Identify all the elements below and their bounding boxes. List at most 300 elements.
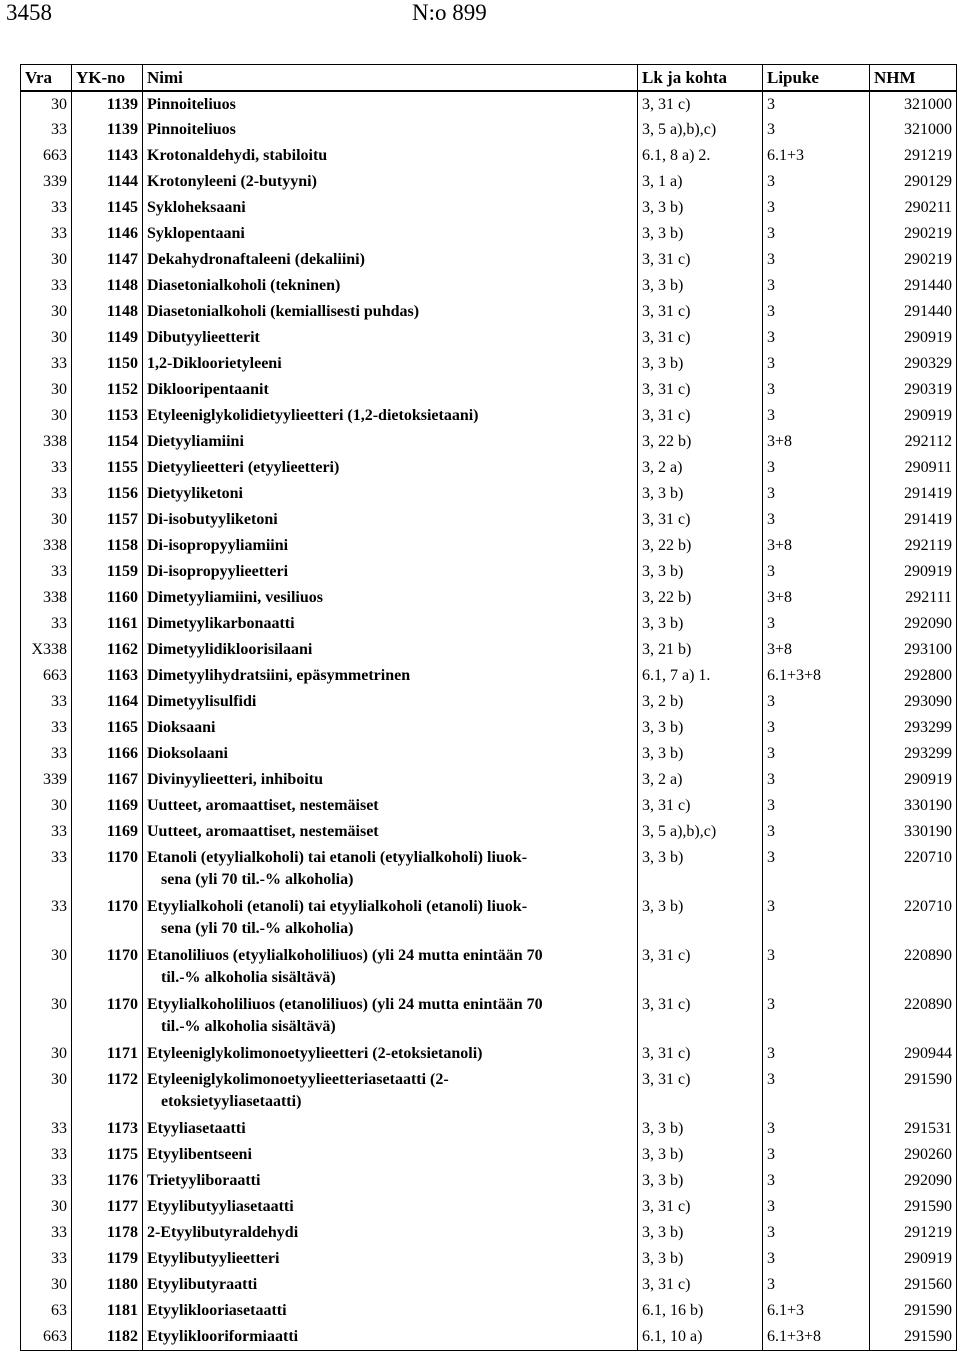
cell-vra: 338 xyxy=(21,585,72,611)
cell-vra: 663 xyxy=(21,1324,72,1350)
cell-yk-no: 1143 xyxy=(72,143,143,169)
cell-nimi: Etyleeniglykolimonoetyylieetteri (2-etoksietanoli) xyxy=(143,1041,638,1067)
cell-yk-no: 1145 xyxy=(72,195,143,221)
cell-lipuke: 6.1+3 xyxy=(763,143,870,169)
cell-nimi: Etyylibentseeni xyxy=(143,1142,638,1168)
cell-yk-no: 1176 xyxy=(72,1168,143,1194)
name-line: Etanoli (etyylialkoholi) tai etanoli (etyylialkoholi) liuok- xyxy=(147,849,528,866)
cell-yk-no: 1169 xyxy=(72,793,143,819)
table-row xyxy=(21,793,957,819)
cell-vra: 33 xyxy=(21,611,72,637)
cell-nhm: 291560 xyxy=(870,1272,957,1298)
cell-lk-ja-kohta: 3, 3 b) xyxy=(638,559,763,585)
cell-lk-ja-kohta: 3, 21 b) xyxy=(638,637,763,663)
cell-nimi: Diasetonialkoholi (kemiallisesti puhdas) xyxy=(143,299,638,325)
column-header-nimi: Nimi xyxy=(143,65,638,92)
cell-lipuke: 3 xyxy=(763,507,870,533)
cell-nimi: Dibutyylieetterit xyxy=(143,325,638,351)
cell-nimi xyxy=(143,992,638,1041)
cell-nimi: Uutteet, aromaattiset, nestemäiset xyxy=(143,793,638,819)
cell-vra: 33 xyxy=(21,1220,72,1246)
cell-nimi: Dimetyylisulfidi xyxy=(143,689,638,715)
cell-lipuke: 3 xyxy=(763,992,870,1041)
cell-lk-ja-kohta: 3, 1 a) xyxy=(638,169,763,195)
cell-vra: 33 xyxy=(21,689,72,715)
name-line: Etyleeniglykolimonoetyylieetteriasetaatti (2- xyxy=(147,1071,449,1088)
cell-lipuke: 3 xyxy=(763,1194,870,1220)
cell-nimi: Diklooripentaanit xyxy=(143,377,638,403)
cell-vra: 30 xyxy=(21,299,72,325)
cell-lipuke: 3 xyxy=(763,894,870,943)
table-row xyxy=(21,585,957,611)
cell-lk-ja-kohta: 3, 22 b) xyxy=(638,585,763,611)
cell-lk-ja-kohta: 3, 31 c) xyxy=(638,1194,763,1220)
cell-nhm: 220710 xyxy=(870,894,957,943)
cell-lipuke: 3 xyxy=(763,377,870,403)
cell-lk-ja-kohta: 3, 2 b) xyxy=(638,689,763,715)
cell-yk-no: 1148 xyxy=(72,299,143,325)
cell-lipuke: 3 xyxy=(763,1220,870,1246)
cell-lk-ja-kohta: 3, 3 b) xyxy=(638,611,763,637)
cell-yk-no: 1165 xyxy=(72,715,143,741)
cell-yk-no: 1156 xyxy=(72,481,143,507)
cell-lk-ja-kohta: 3, 31 c) xyxy=(638,507,763,533)
name-line: Etyylialkoholiliuos (etanoliliuos) (yli 24 mutta enintään 70 xyxy=(147,996,543,1013)
cell-lipuke: 3 xyxy=(763,819,870,845)
table-row xyxy=(21,1246,957,1272)
cell-nimi: Dioksolaani xyxy=(143,741,638,767)
cell-nhm: 290129 xyxy=(870,169,957,195)
table-row xyxy=(21,741,957,767)
cell-yk-no: 1171 xyxy=(72,1041,143,1067)
cell-nimi: Dimetyylikarbonaatti xyxy=(143,611,638,637)
table-body xyxy=(21,91,957,1350)
cell-vra: 30 xyxy=(21,377,72,403)
cell-lk-ja-kohta: 3, 3 b) xyxy=(638,741,763,767)
cell-lipuke: 3 xyxy=(763,325,870,351)
table-row xyxy=(21,273,957,299)
cell-nhm: 220890 xyxy=(870,943,957,992)
cell-nhm: 290219 xyxy=(870,247,957,273)
cell-yk-no: 1177 xyxy=(72,1194,143,1220)
cell-yk-no: 1160 xyxy=(72,585,143,611)
cell-yk-no: 1162 xyxy=(72,637,143,663)
cell-lk-ja-kohta: 3, 31 c) xyxy=(638,1041,763,1067)
table-row xyxy=(21,689,957,715)
cell-lipuke: 3+8 xyxy=(763,585,870,611)
cell-yk-no: 1166 xyxy=(72,741,143,767)
cell-nimi: Dietyylieetteri (etyylieetteri) xyxy=(143,455,638,481)
cell-nimi: Pinnoiteliuos xyxy=(143,117,638,143)
cell-vra: 663 xyxy=(21,663,72,689)
cell-nhm: 291440 xyxy=(870,299,957,325)
cell-lk-ja-kohta: 3, 3 b) xyxy=(638,1168,763,1194)
cell-lk-ja-kohta: 3, 2 a) xyxy=(638,767,763,793)
cell-nimi: Di-isobutyyliketoni xyxy=(143,507,638,533)
cell-vra: 30 xyxy=(21,992,72,1041)
cell-lk-ja-kohta: 3, 31 c) xyxy=(638,247,763,273)
cell-vra: 63 xyxy=(21,1298,72,1324)
cell-vra: 33 xyxy=(21,1246,72,1272)
table-row xyxy=(21,1272,957,1298)
cell-lk-ja-kohta: 3, 31 c) xyxy=(638,299,763,325)
issue-number: N:o 899 xyxy=(412,0,487,25)
cell-lk-ja-kohta: 3, 3 b) xyxy=(638,1116,763,1142)
cell-nimi: Dietyyliketoni xyxy=(143,481,638,507)
cell-nhm: 292090 xyxy=(870,1168,957,1194)
cell-nhm: 293299 xyxy=(870,715,957,741)
cell-nhm: 292111 xyxy=(870,585,957,611)
cell-lk-ja-kohta: 6.1, 8 a) 2. xyxy=(638,143,763,169)
table-row xyxy=(21,1168,957,1194)
table-row xyxy=(21,894,957,943)
table-row xyxy=(21,715,957,741)
cell-yk-no: 1154 xyxy=(72,429,143,455)
cell-lipuke: 3+8 xyxy=(763,533,870,559)
cell-vra: 33 xyxy=(21,273,72,299)
cell-lipuke: 3 xyxy=(763,741,870,767)
table-row xyxy=(21,325,957,351)
cell-nhm: 290919 xyxy=(870,767,957,793)
table-row xyxy=(21,559,957,585)
cell-lipuke: 3 xyxy=(763,611,870,637)
cell-nhm: 291531 xyxy=(870,1116,957,1142)
cell-lipuke: 3 xyxy=(763,559,870,585)
cell-vra: 30 xyxy=(21,1067,72,1116)
table-row xyxy=(21,247,957,273)
cell-nhm: 330190 xyxy=(870,793,957,819)
cell-lk-ja-kohta: 3, 2 a) xyxy=(638,455,763,481)
cell-nhm: 292800 xyxy=(870,663,957,689)
cell-nhm: 290919 xyxy=(870,559,957,585)
cell-nhm: 321000 xyxy=(870,117,957,143)
cell-nimi xyxy=(143,894,638,943)
cell-lipuke: 3 xyxy=(763,455,870,481)
name-line: Etanoliliuos (etyylialkoholiliuos) (yli 24 mutta enintään 70 xyxy=(147,947,543,964)
table-row xyxy=(21,195,957,221)
cell-nhm: 293299 xyxy=(870,741,957,767)
table-row xyxy=(21,91,957,117)
cell-nhm: 293090 xyxy=(870,689,957,715)
page-header xyxy=(0,0,960,40)
cell-yk-no: 1157 xyxy=(72,507,143,533)
cell-lk-ja-kohta: 3, 3 b) xyxy=(638,195,763,221)
cell-vra: 33 xyxy=(21,117,72,143)
table-row xyxy=(21,1041,957,1067)
cell-vra: 33 xyxy=(21,481,72,507)
cell-nimi: Divinyylieetteri, inhiboitu xyxy=(143,767,638,793)
cell-nhm: 291419 xyxy=(870,507,957,533)
cell-yk-no: 1158 xyxy=(72,533,143,559)
cell-nimi: Dimetyylihydratsiini, epäsymmetrinen xyxy=(143,663,638,689)
cell-nimi: Etyylibutyyliasetaatti xyxy=(143,1194,638,1220)
cell-lipuke: 3 xyxy=(763,715,870,741)
cell-vra: 30 xyxy=(21,247,72,273)
table-row xyxy=(21,845,957,894)
cell-yk-no: 1155 xyxy=(72,455,143,481)
cell-nhm: 290944 xyxy=(870,1041,957,1067)
cell-vra: 30 xyxy=(21,403,72,429)
cell-vra: 33 xyxy=(21,559,72,585)
cell-lk-ja-kohta: 3, 31 c) xyxy=(638,943,763,992)
cell-lipuke: 3 xyxy=(763,91,870,117)
cell-yk-no: 1152 xyxy=(72,377,143,403)
cell-vra: 30 xyxy=(21,1041,72,1067)
cell-lk-ja-kohta: 3, 3 b) xyxy=(638,221,763,247)
table-row xyxy=(21,221,957,247)
cell-lk-ja-kohta: 3, 31 c) xyxy=(638,325,763,351)
cell-yk-no: 1172 xyxy=(72,1067,143,1116)
cell-nimi: Etyylibutyylieetteri xyxy=(143,1246,638,1272)
cell-lipuke: 3 xyxy=(763,195,870,221)
cell-vra: 33 xyxy=(21,1142,72,1168)
cell-vra: 33 xyxy=(21,221,72,247)
cell-lk-ja-kohta: 3, 5 a),b),c) xyxy=(638,819,763,845)
name-line: Etyylialkoholi (etanoli) tai etyylialkoholi (etanoli) liuok- xyxy=(147,898,528,915)
cell-nimi xyxy=(143,943,638,992)
cell-nhm: 290219 xyxy=(870,221,957,247)
cell-yk-no: 1139 xyxy=(72,91,143,117)
cell-nhm: 293100 xyxy=(870,637,957,663)
table-row xyxy=(21,481,957,507)
cell-nhm: 291419 xyxy=(870,481,957,507)
cell-nimi: Dietyyliamiini xyxy=(143,429,638,455)
cell-vra: X338 xyxy=(21,637,72,663)
cell-lipuke: 3 xyxy=(763,845,870,894)
cell-nhm: 220710 xyxy=(870,845,957,894)
name-continuation-line: sena (yli 70 til.-% alkoholia) xyxy=(161,920,354,937)
cell-nhm: 330190 xyxy=(870,819,957,845)
cell-yk-no: 1164 xyxy=(72,689,143,715)
cell-nhm: 290911 xyxy=(870,455,957,481)
table-row xyxy=(21,299,957,325)
cell-lk-ja-kohta: 3, 31 c) xyxy=(638,377,763,403)
cell-lipuke: 3 xyxy=(763,767,870,793)
cell-nhm: 290260 xyxy=(870,1142,957,1168)
name-continuation-line: sena (yli 70 til.-% alkoholia) xyxy=(161,871,354,888)
cell-nimi: 2-Etyylibutyraldehydi xyxy=(143,1220,638,1246)
cell-yk-no: 1147 xyxy=(72,247,143,273)
cell-yk-no: 1150 xyxy=(72,351,143,377)
cell-yk-no: 1173 xyxy=(72,1116,143,1142)
cell-lipuke: 3 xyxy=(763,1246,870,1272)
table-row xyxy=(21,143,957,169)
name-continuation-line: til.-% alkoholia sisältävä) xyxy=(161,969,336,986)
cell-nimi: Etyyliklooriasetaatti xyxy=(143,1298,638,1324)
table-row xyxy=(21,455,957,481)
cell-yk-no: 1144 xyxy=(72,169,143,195)
cell-lipuke: 3 xyxy=(763,247,870,273)
cell-vra: 339 xyxy=(21,169,72,195)
cell-lk-ja-kohta: 3, 31 c) xyxy=(638,91,763,117)
cell-nimi: Krotonaldehydi, stabiloitu xyxy=(143,143,638,169)
cell-yk-no: 1179 xyxy=(72,1246,143,1272)
cell-yk-no: 1175 xyxy=(72,1142,143,1168)
cell-lipuke: 3 xyxy=(763,1168,870,1194)
cell-lipuke: 6.1+3+8 xyxy=(763,663,870,689)
cell-yk-no: 1182 xyxy=(72,1324,143,1350)
cell-lk-ja-kohta: 3, 3 b) xyxy=(638,351,763,377)
cell-nimi: Dimetyyliamiini, vesiliuos xyxy=(143,585,638,611)
cell-lipuke: 3 xyxy=(763,793,870,819)
cell-nimi: Krotonyleeni (2-butyyni) xyxy=(143,169,638,195)
cell-lk-ja-kohta: 3, 5 a),b),c) xyxy=(638,117,763,143)
table-header-row xyxy=(21,65,957,92)
cell-vra: 33 xyxy=(21,1168,72,1194)
cell-lk-ja-kohta: 3, 31 c) xyxy=(638,992,763,1041)
cell-nimi: Sykloheksaani xyxy=(143,195,638,221)
table-row xyxy=(21,637,957,663)
cell-nhm: 220890 xyxy=(870,992,957,1041)
cell-lk-ja-kohta: 3, 3 b) xyxy=(638,273,763,299)
cell-lipuke: 3 xyxy=(763,1067,870,1116)
cell-yk-no: 1146 xyxy=(72,221,143,247)
cell-vra: 33 xyxy=(21,1116,72,1142)
column-header-yk-no: YK-no xyxy=(72,65,143,92)
cell-lipuke: 6.1+3+8 xyxy=(763,1324,870,1350)
cell-lk-ja-kohta: 3, 22 b) xyxy=(638,429,763,455)
cell-vra: 338 xyxy=(21,429,72,455)
cell-lk-ja-kohta: 6.1, 10 a) xyxy=(638,1324,763,1350)
column-header-lipuke: Lipuke xyxy=(763,65,870,92)
table-row xyxy=(21,943,957,992)
cell-nhm: 290919 xyxy=(870,1246,957,1272)
cell-lipuke: 3+8 xyxy=(763,429,870,455)
cell-vra: 30 xyxy=(21,793,72,819)
table-row xyxy=(21,1142,957,1168)
cell-nhm: 291590 xyxy=(870,1298,957,1324)
table-row xyxy=(21,611,957,637)
cell-lk-ja-kohta: 3, 31 c) xyxy=(638,403,763,429)
table-row xyxy=(21,767,957,793)
cell-nhm: 291590 xyxy=(870,1194,957,1220)
page-number: 3458 xyxy=(6,0,52,25)
cell-nhm: 290211 xyxy=(870,195,957,221)
cell-nimi: Pinnoiteliuos xyxy=(143,91,638,117)
cell-vra: 663 xyxy=(21,143,72,169)
cell-vra: 33 xyxy=(21,819,72,845)
name-continuation-line: til.-% alkoholia sisältävä) xyxy=(161,1018,336,1035)
cell-nimi: Etyyliklooriformiaatti xyxy=(143,1324,638,1350)
cell-nimi xyxy=(143,1067,638,1116)
cell-yk-no: 1180 xyxy=(72,1272,143,1298)
cell-lipuke: 3 xyxy=(763,481,870,507)
cell-vra: 33 xyxy=(21,455,72,481)
cell-lipuke: 3 xyxy=(763,169,870,195)
cell-lk-ja-kohta: 6.1, 16 b) xyxy=(638,1298,763,1324)
cell-vra: 33 xyxy=(21,195,72,221)
table-row xyxy=(21,992,957,1041)
cell-lipuke: 3+8 xyxy=(763,637,870,663)
cell-nhm: 292119 xyxy=(870,533,957,559)
cell-nhm: 291590 xyxy=(870,1067,957,1116)
cell-nhm: 292090 xyxy=(870,611,957,637)
cell-vra: 30 xyxy=(21,91,72,117)
cell-lipuke: 3 xyxy=(763,403,870,429)
cell-lk-ja-kohta: 3, 22 b) xyxy=(638,533,763,559)
name-continuation-line: etoksietyyliasetaatti) xyxy=(161,1093,302,1110)
cell-yk-no: 1178 xyxy=(72,1220,143,1246)
cell-vra: 30 xyxy=(21,325,72,351)
table-row xyxy=(21,663,957,689)
cell-yk-no: 1139 xyxy=(72,117,143,143)
cell-lipuke: 3 xyxy=(763,299,870,325)
cell-nhm: 290919 xyxy=(870,325,957,351)
cell-nimi: Diasetonialkoholi (tekninen) xyxy=(143,273,638,299)
cell-nhm: 321000 xyxy=(870,91,957,117)
cell-lipuke: 3 xyxy=(763,117,870,143)
column-header-nhm: NHM xyxy=(870,65,957,92)
table-row xyxy=(21,117,957,143)
cell-yk-no: 1163 xyxy=(72,663,143,689)
column-header-lk-ja-kohta: Lk ja kohta xyxy=(638,65,763,92)
cell-lk-ja-kohta: 3, 3 b) xyxy=(638,1246,763,1272)
table-row xyxy=(21,169,957,195)
cell-vra: 33 xyxy=(21,845,72,894)
cell-nimi: Dimetyylidikloorisilaani xyxy=(143,637,638,663)
table-row xyxy=(21,377,957,403)
cell-lk-ja-kohta: 3, 31 c) xyxy=(638,1272,763,1298)
table-row xyxy=(21,351,957,377)
cell-vra: 30 xyxy=(21,507,72,533)
cell-nimi: Dioksaani xyxy=(143,715,638,741)
cell-nimi xyxy=(143,845,638,894)
cell-yk-no: 1170 xyxy=(72,894,143,943)
cell-yk-no: 1181 xyxy=(72,1298,143,1324)
cell-yk-no: 1153 xyxy=(72,403,143,429)
cell-lipuke: 3 xyxy=(763,1116,870,1142)
cell-lk-ja-kohta: 3, 3 b) xyxy=(638,1220,763,1246)
cell-vra: 30 xyxy=(21,943,72,992)
table-row xyxy=(21,1324,957,1350)
cell-lipuke: 3 xyxy=(763,221,870,247)
table-row xyxy=(21,507,957,533)
cell-vra: 33 xyxy=(21,741,72,767)
cell-vra: 338 xyxy=(21,533,72,559)
cell-yk-no: 1170 xyxy=(72,845,143,894)
cell-nhm: 291219 xyxy=(870,1220,957,1246)
cell-lipuke: 3 xyxy=(763,273,870,299)
cell-nhm: 290319 xyxy=(870,377,957,403)
cell-nimi: Di-isopropyyliamiini xyxy=(143,533,638,559)
cell-lk-ja-kohta: 3, 31 c) xyxy=(638,793,763,819)
cell-nhm: 292112 xyxy=(870,429,957,455)
substance-register-table xyxy=(20,64,957,1351)
cell-lipuke: 6.1+3 xyxy=(763,1298,870,1324)
cell-yk-no: 1167 xyxy=(72,767,143,793)
cell-nimi: Dekahydronaftaleeni (dekaliini) xyxy=(143,247,638,273)
cell-lk-ja-kohta: 6.1, 7 a) 1. xyxy=(638,663,763,689)
cell-yk-no: 1170 xyxy=(72,992,143,1041)
cell-nimi: Uutteet, aromaattiset, nestemäiset xyxy=(143,819,638,845)
cell-lk-ja-kohta: 3, 3 b) xyxy=(638,894,763,943)
cell-vra: 33 xyxy=(21,894,72,943)
cell-vra: 33 xyxy=(21,351,72,377)
cell-lk-ja-kohta: 3, 3 b) xyxy=(638,845,763,894)
table-row xyxy=(21,1220,957,1246)
table-row xyxy=(21,533,957,559)
cell-lk-ja-kohta: 3, 3 b) xyxy=(638,481,763,507)
table-row xyxy=(21,819,957,845)
table-row xyxy=(21,1067,957,1116)
cell-vra: 30 xyxy=(21,1272,72,1298)
cell-vra: 339 xyxy=(21,767,72,793)
cell-nimi: 1,2-Dikloorietyleeni xyxy=(143,351,638,377)
cell-vra: 30 xyxy=(21,1194,72,1220)
table-row xyxy=(21,1116,957,1142)
cell-lk-ja-kohta: 3, 31 c) xyxy=(638,1067,763,1116)
cell-lipuke: 3 xyxy=(763,1142,870,1168)
